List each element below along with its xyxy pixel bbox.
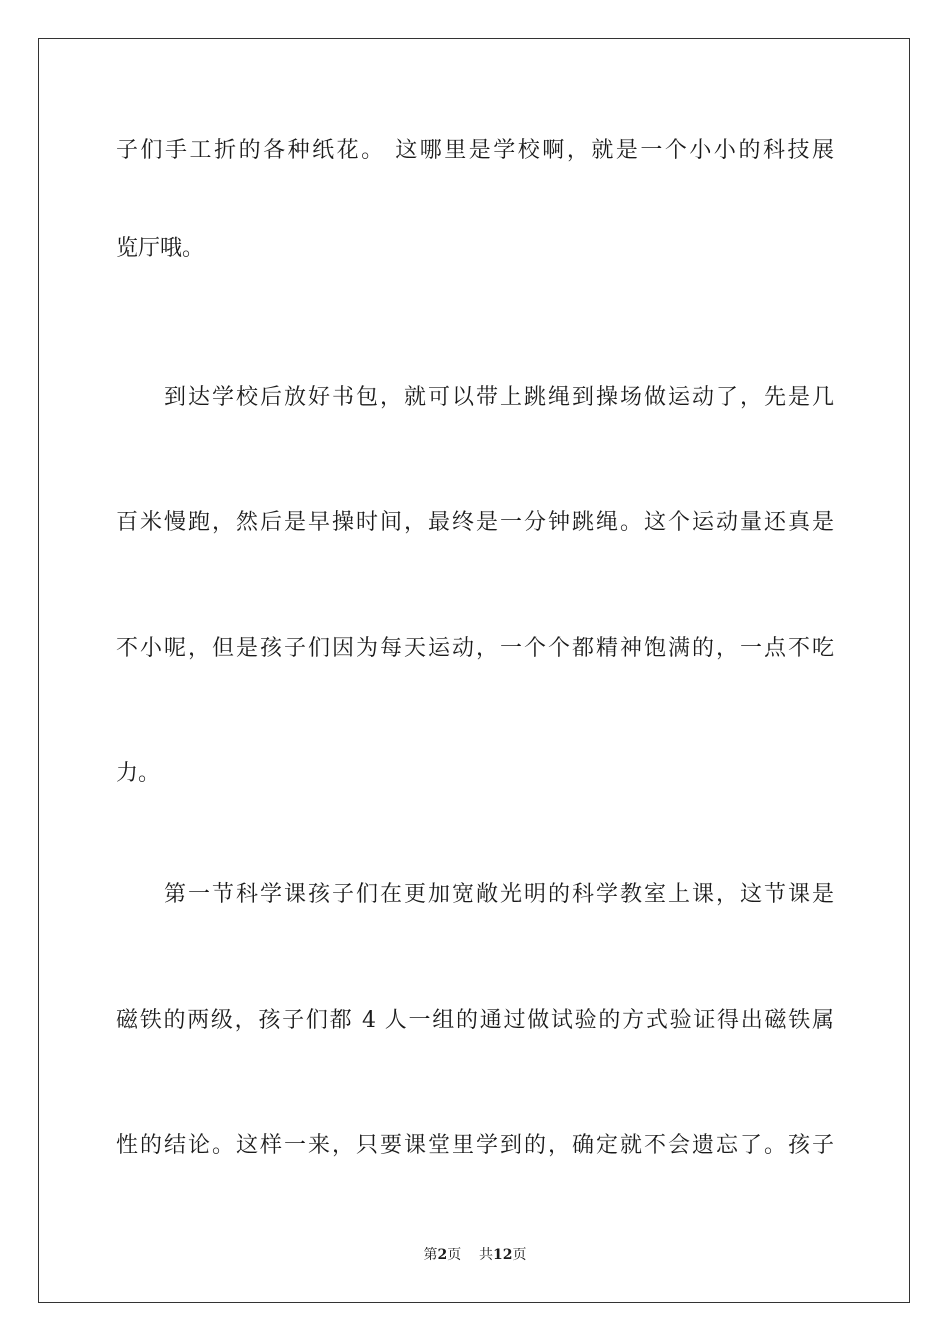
text-line-9: 性的结论。这样一来，只要课堂里学到的，确定就不会遗忘了。孩子: [116, 1133, 834, 1158]
text-line-6: 力。: [116, 761, 161, 786]
text-line-8: 磁铁的两级，孩子们都 4 人一组的通过做试验的方式验证得出磁铁属: [116, 1008, 834, 1033]
text-line-5: 不小呢，但是孩子们因为每天运动，一个个都精神饱满的，一点不吃: [116, 636, 834, 661]
text-line-1: 子们手工折的各种纸花。 这哪里是学校啊，就是一个小小的科技展: [116, 138, 834, 163]
page-footer: [0, 1246, 950, 1264]
footer-page-number: 2: [437, 1247, 448, 1263]
page-frame: [38, 38, 910, 1303]
footer-page-prefix: 第: [423, 1247, 438, 1263]
footer-total-prefix: 共: [479, 1247, 494, 1263]
text-line-3: 到达学校后放好书包，就可以带上跳绳到操场做运动了，先是几: [164, 385, 834, 410]
footer-page-suffix: 页: [447, 1247, 462, 1263]
footer-total-suffix: 页: [512, 1247, 527, 1263]
text-line-4: 百米慢跑，然后是早操时间，最终是一分钟跳绳。这个运动量还真是: [116, 510, 834, 535]
text-line-2: 览厅哦。: [116, 236, 205, 261]
footer-total-pages: 12: [493, 1247, 513, 1263]
text-line-7: 第一节科学课孩子们在更加宽敞光明的科学教室上课，这节课是: [164, 882, 834, 907]
